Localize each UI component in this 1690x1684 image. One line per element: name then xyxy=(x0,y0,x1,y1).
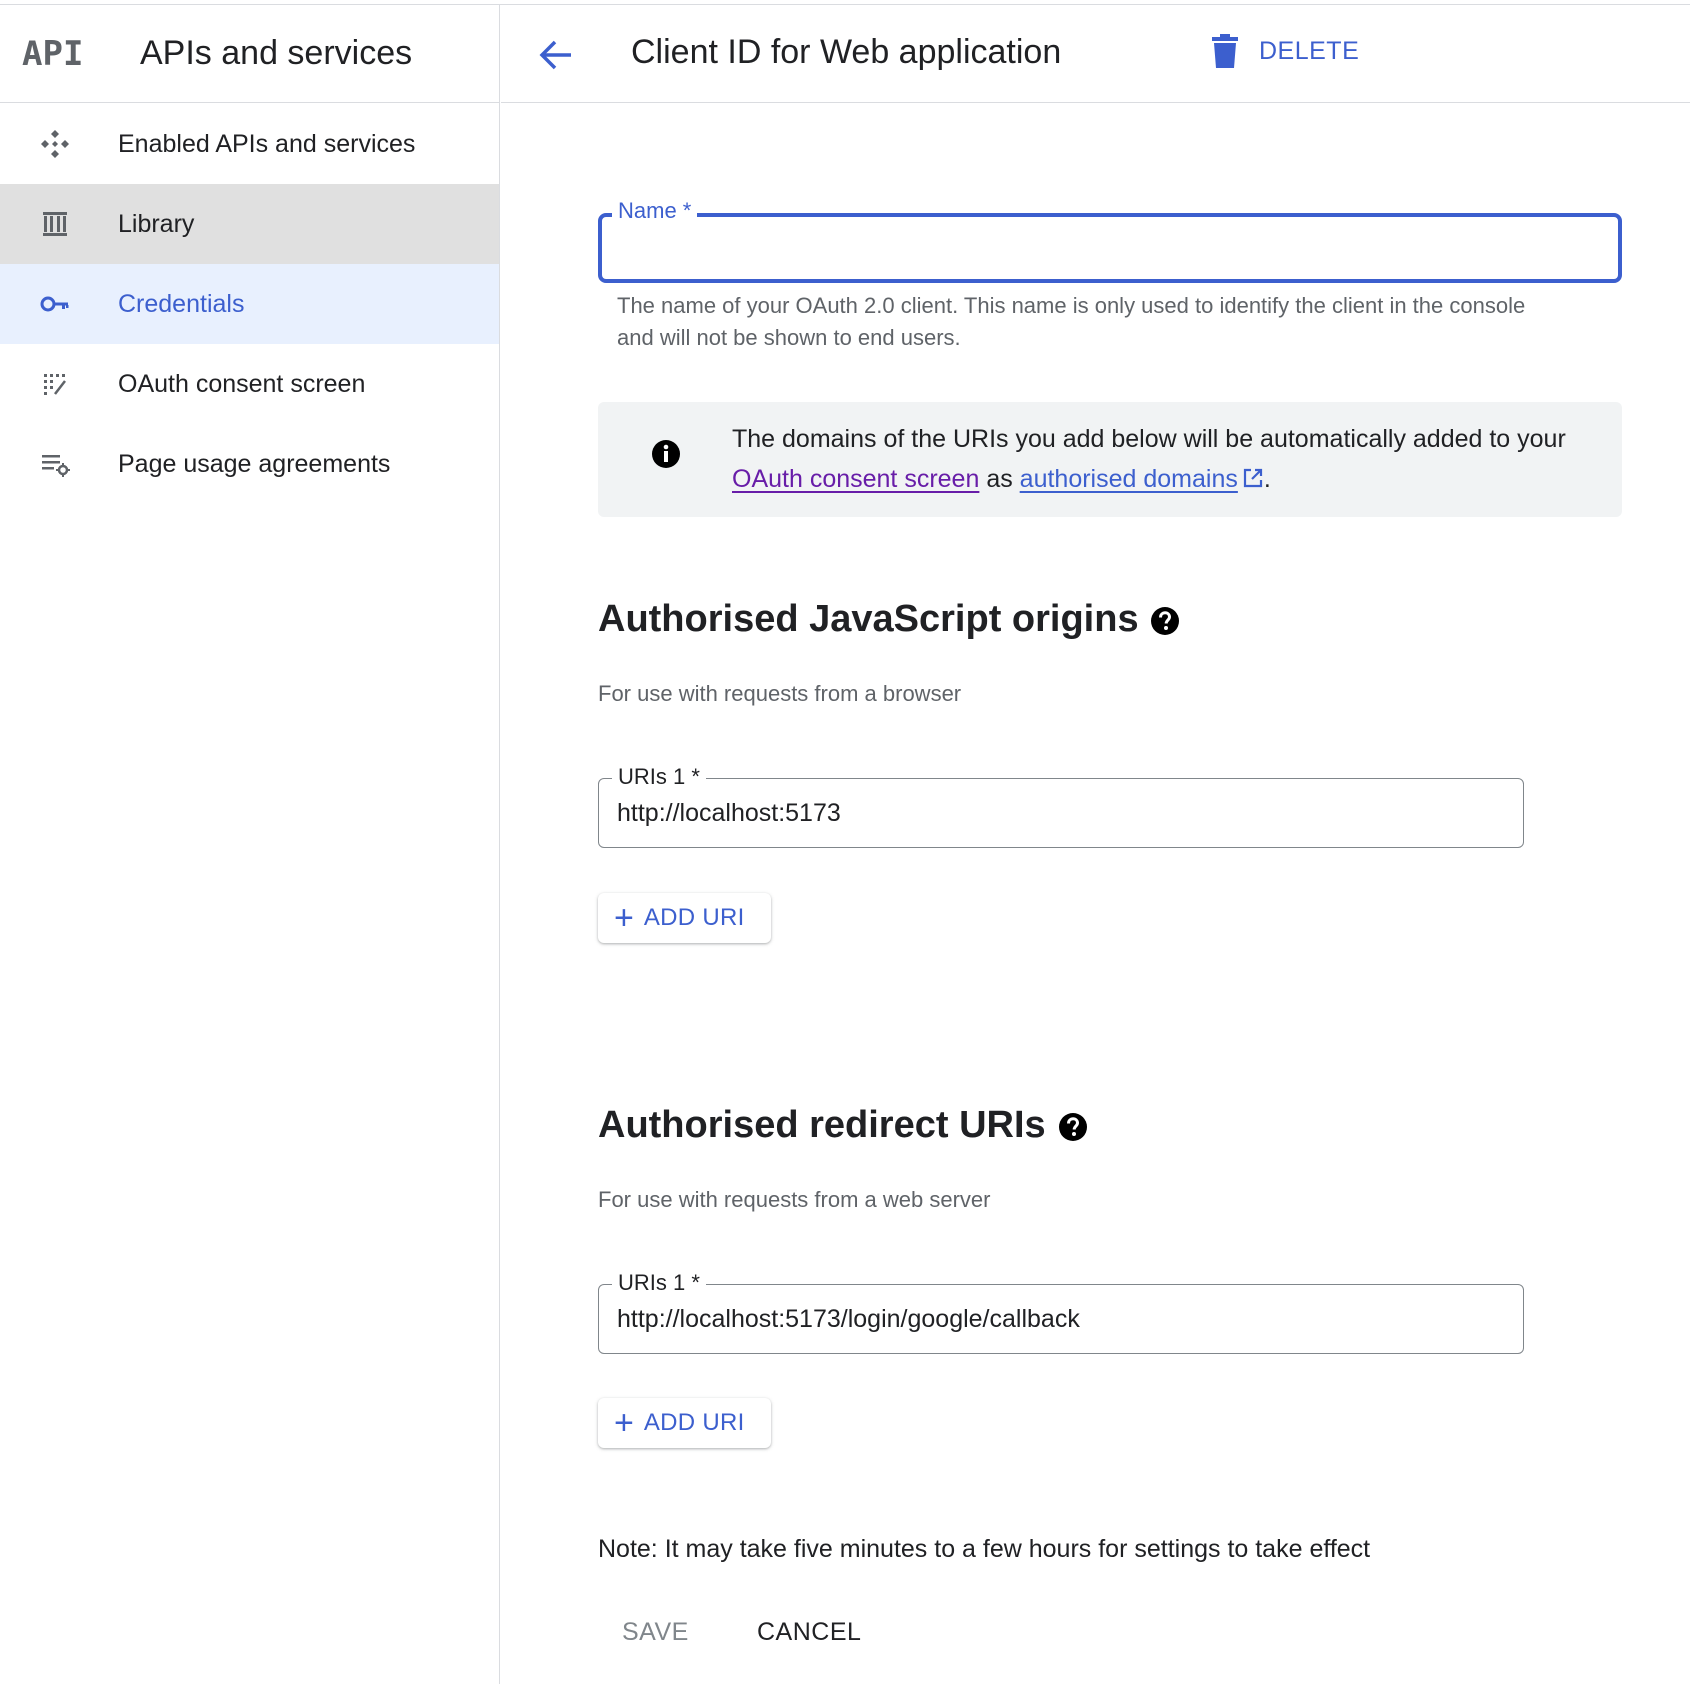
trash-icon xyxy=(1211,33,1239,69)
cancel-button[interactable]: CANCEL xyxy=(757,1618,862,1646)
js-origins-subtitle: For use with requests from a browser xyxy=(598,681,962,706)
oauth-consent-link[interactable]: OAuth consent screen xyxy=(732,465,980,493)
sidebar-nav xyxy=(0,104,499,504)
consent-screen-icon xyxy=(38,367,72,401)
help-icon[interactable] xyxy=(1058,1112,1088,1142)
redirect-uri-label: URIs 1 * xyxy=(612,1270,706,1296)
sidebar-item-enabled-apis[interactable] xyxy=(0,104,499,184)
redirect-uris-title: Authorised redirect URIs xyxy=(598,1104,1046,1146)
info-suffix: . xyxy=(1263,465,1271,493)
sidebar xyxy=(0,5,500,1684)
sidebar-item-page-usage[interactable] xyxy=(0,424,499,504)
js-origin-uri-input[interactable] xyxy=(617,789,1507,837)
authorised-domains-link[interactable]: authorised domains xyxy=(1019,465,1238,493)
sidebar-item-label: OAuth consent screen xyxy=(118,369,366,398)
help-icon[interactable] xyxy=(1150,606,1180,636)
name-hint: The name of your OAuth 2.0 client. This name is only used to identify the client in the console and will not be shown to end users. xyxy=(617,293,1526,350)
sidebar-item-label: Library xyxy=(118,209,195,238)
js-origin-uri-label: URIs 1 * xyxy=(612,764,706,790)
add-uri-label: ADD URI xyxy=(643,904,745,931)
product-title: APIs and services xyxy=(140,34,413,72)
js-origins-title: Authorised JavaScript origins xyxy=(598,598,1139,640)
sidebar-item-label: Enabled APIs and services xyxy=(118,129,416,158)
delete-button[interactable] xyxy=(1211,33,1359,69)
key-icon xyxy=(38,287,72,321)
external-link-icon xyxy=(1242,467,1264,489)
library-icon xyxy=(38,207,72,241)
save-button[interactable]: SAVE xyxy=(622,1618,689,1646)
info-icon xyxy=(651,439,681,469)
sidebar-item-credentials[interactable] xyxy=(0,264,499,344)
enabled-apis-icon xyxy=(38,127,72,161)
plus-icon: + xyxy=(614,1404,634,1442)
redirect-uris-subtitle: For use with requests from a web server xyxy=(598,1187,991,1212)
settings-list-icon xyxy=(38,447,72,481)
back-button[interactable] xyxy=(536,35,576,75)
info-middle: as xyxy=(979,465,1020,493)
redirect-uri-input[interactable] xyxy=(617,1295,1507,1343)
delete-label: DELETE xyxy=(1259,36,1360,65)
name-input[interactable] xyxy=(616,224,1606,272)
info-text xyxy=(732,419,1592,499)
plus-icon: + xyxy=(614,899,634,937)
info-prefix: The domains of the URIs you add below will be automatically added to your xyxy=(732,425,1566,453)
settings-note: Note: It may take five minutes to a few hours for settings to take effect xyxy=(598,1535,1371,1563)
sidebar-item-library[interactable] xyxy=(0,184,499,264)
add-redirect-uri-button[interactable] xyxy=(598,1398,771,1448)
page-header xyxy=(501,5,1690,103)
add-uri-label: ADD URI xyxy=(643,1409,745,1436)
name-field-label: Name * xyxy=(612,198,697,224)
page-title: Client ID for Web application xyxy=(631,33,1062,71)
api-logo: API xyxy=(22,33,84,74)
add-js-origin-uri-button[interactable] xyxy=(598,893,771,943)
sidebar-item-label: Page usage agreements xyxy=(118,449,391,478)
sidebar-item-oauth-consent[interactable] xyxy=(0,344,499,424)
arrow-back-icon xyxy=(537,36,575,74)
sidebar-header xyxy=(0,5,499,103)
sidebar-item-label: Credentials xyxy=(118,289,245,318)
